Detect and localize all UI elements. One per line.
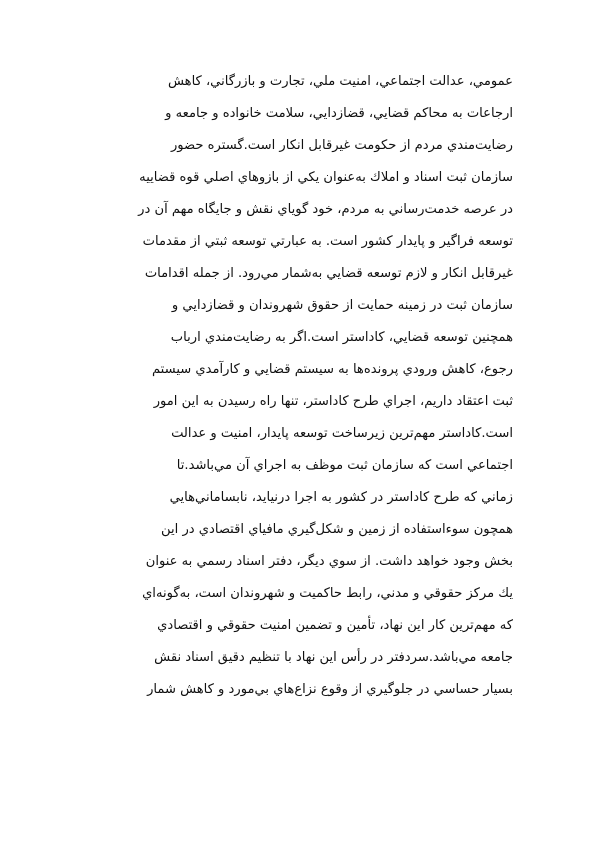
text-line-9: همچنين توسعه قضايي، كاداستر است.اگر به رضايت‌مندي ارباب	[170, 330, 513, 345]
text-line-2: ارجاعات به محاكم قضايي، قضازدايي، سلامت خانواده و جامعه و	[165, 106, 513, 121]
text-line-14: زماني كه طرح كاداستر در كشور به اجرا درنيايد، نابساماني‌هايي	[169, 490, 513, 505]
text-line-7: غيرقابل انكار و لازم توسعه قضايي به‌شمار مي‌رود. از جمله اقدامات	[144, 266, 513, 281]
text-line-20: بسيار حساسي در جلوگيري از وقوع نزاع‌هاي بي‌مورد و كاهش شمار	[147, 682, 513, 697]
text-line-10: رجوع، كاهش ورودي پرونده‌ها به سيستم قضايي و كارآمدي سيستم	[151, 362, 513, 377]
text-line-17: يك مركز حقوقي و مدني، رابط حاكميت و شهروندان است، به‌گونه‌اي	[142, 586, 513, 601]
text-line-4: سازمان ثبت اسناد و املاك به‌عنوان يكي از بازوهاي اصلي قوه قضاييه	[139, 170, 513, 185]
text-line-15: همچون سوءاستفاده از زمين و شكل‌گيري مافياي اقتصادي در اين	[161, 522, 513, 537]
text-line-16: بخش وجود خواهد داشت. از سوي ديگر، دفتر اسناد رسمي به عنوان	[145, 554, 513, 569]
text-line-18: كه مهم‌ترين كار اين نهاد، تأمين و تضمين امنيت حقوقي و اقتصادي	[157, 618, 513, 633]
text-line-5: در عرصه خدمت‌رساني به مردم، خود گوياي نقش و جايگاه مهم آن در	[138, 202, 513, 217]
text-line-6: توسعه فراگير و پايدار كشور است. به عبارتي توسعه ثبتي از مقدمات	[142, 234, 513, 249]
text-line-1: عمومي، عدالت اجتماعي، امنيت ملي، تجارت و بازرگاني، كاهش	[167, 74, 513, 89]
text-line-8: سازمان ثبت در زمينه حمايت از حقوق شهروندان و قضازدايي و	[171, 298, 513, 313]
text-line-12: است.كاداستر مهم‌ترين زيرساخت توسعه پايدار، امنيت و عدالت	[171, 426, 513, 441]
text-line-11: ثبت اعتقاد داريم، اجراي طرح كاداستر، تنها راه رسيدن به اين امور	[153, 394, 513, 409]
text-line-19: جامعه مي‌باشد.سردفتر در رأس اين نهاد با تنظيم دقيق اسناد نقش	[154, 650, 513, 665]
body-text	[90, 66, 513, 706]
text-line-3: رضايت‌مندي مردم از حكومت غيرقابل انكار است.گستره حضور	[170, 138, 513, 153]
text-line-13: اجتماعي است كه سازمان ثبت موظف به اجراي آن مي‌باشد.تا	[176, 458, 513, 473]
